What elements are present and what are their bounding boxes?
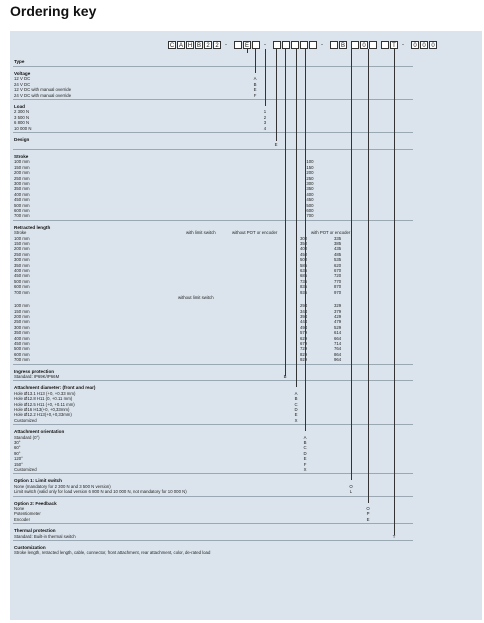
- stroke-row-label: 350 mm: [14, 186, 30, 192]
- divider: [13, 364, 413, 365]
- connector-line: [351, 49, 352, 480]
- retracted-value-with: 764: [334, 346, 342, 352]
- load-row-label: 6 800 N: [14, 120, 30, 126]
- design-code: E: [274, 142, 278, 147]
- stroke-row-code: 700: [306, 213, 314, 219]
- retracted-value-without: 500: [300, 257, 308, 263]
- section-design: Design: [14, 137, 30, 142]
- divider: [13, 424, 413, 425]
- stroke-row-code: 600: [306, 208, 314, 213]
- retracted-stroke: 500 mm: [14, 346, 30, 352]
- retracted-value-with: 435: [334, 246, 342, 252]
- stroke-row-code: 500: [306, 202, 314, 208]
- retracted-stroke: 500 mm: [14, 278, 30, 284]
- connector-line: [247, 49, 248, 53]
- retracted-value-without: 679: [300, 340, 308, 346]
- option2-row-label: Encoder: [14, 516, 31, 522]
- retracted-value-without: 735: [300, 278, 308, 284]
- attach_dia-row-label: Hole Ø12.8 H11 (0, +0.11 mm): [14, 396, 73, 402]
- attach_dia-row-code: D: [294, 406, 298, 412]
- retracted-col-with: with POT or encoder: [311, 230, 351, 236]
- code-box: 2: [204, 41, 212, 49]
- retracted-stroke: 200 mm: [14, 246, 30, 252]
- retracted-value-without: 450: [300, 251, 308, 257]
- load-row-code: 4: [263, 125, 267, 131]
- retracted-stroke: 600 mm: [14, 351, 30, 357]
- code-box: 0: [420, 41, 428, 49]
- attach_dia-row-label: Hole Ø13.1 H13 (+0, +0.33 mm): [14, 390, 76, 396]
- connector-line: [368, 49, 369, 503]
- attach_orient-row-label: 120°: [14, 456, 23, 462]
- code-box: 0: [360, 41, 368, 49]
- attach_dia-row-label: Hole Ø16 H13(+0, +0,33mm): [14, 406, 70, 412]
- stroke-row-code: 400: [306, 191, 314, 197]
- code-box: [234, 41, 242, 49]
- ordering-key-panel: [10, 31, 482, 620]
- thermal-row-code: T: [392, 533, 396, 539]
- retracted-value-with: 529: [334, 324, 342, 330]
- stroke-row-label: 400 mm: [14, 191, 30, 197]
- section-attach_orient: Attachment orientation: [14, 429, 65, 435]
- code-box: A: [178, 43, 183, 49]
- page-title: Ordering key: [10, 3, 97, 19]
- retracted-value-with: 485: [334, 251, 342, 257]
- option1-row-label: None (mandatory for 2 300 N and 3 500 N version): [14, 483, 111, 489]
- section-voltage: Voltage: [14, 71, 31, 76]
- code-box: [369, 41, 377, 49]
- retracted-stroke: 600 mm: [14, 284, 30, 290]
- code-box: [252, 41, 260, 49]
- retracted-value-with: 720: [334, 273, 342, 279]
- divider: [13, 99, 413, 100]
- voltage-row-code: B: [253, 81, 257, 87]
- stroke-row-label: 450 mm: [14, 197, 30, 203]
- retracted-stroke: 300 mm: [14, 257, 30, 263]
- divider: [13, 540, 413, 541]
- retracted-value-with: 429: [334, 313, 342, 319]
- code-box: [351, 41, 359, 49]
- retracted-stroke: 100 mm: [14, 303, 30, 309]
- retracted-value-without: 935: [300, 289, 308, 295]
- divider: [13, 523, 413, 524]
- custom-row-label: Stroke length, retracted length, cable, connector, front attachment, rear attachment, color, de-rated load: [14, 550, 211, 556]
- retracted-stroke: 700 mm: [14, 357, 30, 363]
- code-box: C: [169, 43, 175, 49]
- voltage-row-code: F: [253, 92, 257, 98]
- connector-line: [255, 49, 256, 73]
- code-box: H: [187, 43, 193, 49]
- code-box: [273, 41, 281, 49]
- stroke-row-label: 500 mm: [14, 202, 30, 208]
- connector-line: [265, 49, 266, 106]
- option2-row-label: None: [14, 505, 25, 511]
- thermal-row-label: Standard: Built-in thermal switch: [14, 533, 76, 539]
- connector-line: [285, 49, 286, 376]
- code-box: 2: [213, 41, 221, 49]
- divider: [13, 149, 413, 150]
- retracted-stroke: 200 mm: [14, 313, 30, 319]
- load-row-label: 3 500 N: [14, 114, 30, 120]
- retracted-value-with: 864: [334, 351, 342, 357]
- retracted-value-without: 585: [300, 262, 308, 268]
- code-separator: -: [321, 42, 323, 48]
- retracted-sub-without-ls: without limit switch: [178, 295, 214, 300]
- section-option2: Option 2: Feedback: [14, 500, 57, 506]
- retracted-value-with: 870: [334, 284, 342, 290]
- load-row-code: 1: [263, 109, 267, 115]
- retracted-value-with: 664: [334, 335, 342, 341]
- code-box: [291, 41, 299, 49]
- section-custom: Customization: [14, 544, 46, 550]
- stroke-row-label: 700 mm: [14, 213, 30, 219]
- divider: [13, 496, 413, 497]
- attach_orient-row-code: C: [303, 445, 307, 451]
- divider: [13, 473, 413, 474]
- section-thermal: Thermal protection: [14, 528, 56, 534]
- retracted-value-with: 964: [334, 357, 342, 363]
- retracted-stroke: 700 mm: [14, 289, 30, 295]
- section-load: Load: [14, 104, 25, 109]
- retracted-col-without: without POT or encoder: [232, 230, 278, 236]
- divider: [13, 380, 413, 381]
- option2-row-code: O: [366, 505, 370, 511]
- retracted-value-with: 770: [334, 278, 342, 284]
- voltage-row-code: E: [253, 87, 257, 93]
- section-stroke: Stroke: [14, 154, 29, 159]
- option1-row-code: L: [349, 489, 353, 495]
- attach_orient-row-code: F: [303, 461, 307, 467]
- attach_dia-row-label: Customized: [14, 417, 37, 423]
- stroke-row-code: 100: [306, 159, 314, 165]
- retracted-value-without: 494: [300, 324, 308, 330]
- attach_orient-row-code: E: [303, 456, 307, 462]
- retracted-value-with: 620: [334, 262, 342, 268]
- retracted-col-stroke: Stroke: [14, 230, 27, 236]
- attach_dia-row-code: C: [294, 401, 298, 407]
- code-box: T: [390, 41, 398, 49]
- section-attach_dia: Attachment diameter: (front and rear): [14, 385, 96, 391]
- retracted-value-without: 729: [300, 346, 308, 352]
- retracted-stroke: 100 mm: [14, 235, 30, 241]
- retracted-value-without: 294: [300, 303, 308, 309]
- voltage-row-label: 12 V DC: [14, 76, 31, 82]
- retracted-value-without: 579: [300, 330, 308, 336]
- attach_orient-row-code: B: [303, 439, 307, 445]
- attach_dia-row-code: B: [294, 396, 298, 402]
- code-box: [309, 41, 317, 49]
- section-ingress: Ingress protection: [14, 368, 55, 374]
- attach_dia-row-code: A: [294, 390, 298, 396]
- retracted-stroke: 450 mm: [14, 273, 30, 279]
- load-row-label: 10 000 N: [14, 125, 32, 131]
- code-box: [300, 41, 308, 49]
- retracted-stroke: 150 mm: [14, 241, 30, 246]
- option2-row-code: E: [366, 516, 370, 522]
- option1-row-code: O: [349, 483, 353, 489]
- retracted-value-with: 379: [334, 308, 342, 314]
- attach_dia-row-code: X: [294, 417, 298, 423]
- code-box: E: [244, 43, 249, 49]
- retracted-value-without: 394: [300, 313, 308, 319]
- code-separator: -: [264, 42, 266, 48]
- voltage-row-code: A: [253, 76, 257, 82]
- voltage-row-label: 24 V DC: [14, 81, 31, 87]
- option2-row-label: Potentiometer: [14, 511, 41, 517]
- retracted-value-with: 385: [334, 241, 342, 246]
- retracted-value-with: 479: [334, 319, 342, 325]
- retracted-value-with: 714: [334, 340, 342, 346]
- retracted-value-with: 329: [334, 303, 342, 309]
- retracted-col-limit-switch: with limit switch: [186, 230, 216, 236]
- ingress-row-code: B: [283, 373, 287, 379]
- stroke-row-code: 350: [306, 186, 314, 192]
- code-box: [381, 41, 389, 49]
- stroke-row-code: 450: [306, 197, 314, 203]
- connector-line: [394, 49, 395, 535]
- section-option1: Option 1: Limit switch: [14, 478, 62, 484]
- option2-row-code: P: [366, 511, 370, 517]
- attach_dia-row-label: Hole Ø12.2 H13(+0,+0,33mm): [14, 412, 72, 418]
- retracted-stroke: 350 mm: [14, 330, 30, 336]
- retracted-value-without: 444: [300, 319, 308, 325]
- retracted-value-without: 350: [300, 241, 308, 246]
- retracted-value-with: 614: [334, 330, 342, 336]
- code-box: [330, 41, 338, 49]
- retracted-value-without: 344: [300, 308, 308, 314]
- attach_orient-row-label: Customized: [14, 466, 37, 472]
- attach_orient-row-label: Standard (0°): [14, 434, 40, 440]
- retracted-value-without: 400: [300, 246, 308, 252]
- retracted-stroke: 350 mm: [14, 262, 30, 268]
- attach_orient-row-label: 150°: [14, 461, 23, 467]
- retracted-stroke: 150 mm: [14, 308, 30, 314]
- stroke-row-code: 200: [306, 170, 314, 176]
- voltage-row-label: 24 V DC with manual override: [14, 92, 72, 98]
- divider: [13, 132, 413, 133]
- stroke-row-code: 300: [306, 181, 314, 186]
- retracted-value-without: 635: [300, 268, 308, 273]
- load-row-code: 3: [263, 120, 267, 126]
- retracted-value-with: 670: [334, 268, 342, 273]
- code-separator: -: [225, 42, 227, 48]
- voltage-row-label: 12 V DC with manual override: [14, 87, 72, 93]
- stroke-row-label: 150 mm: [14, 164, 30, 170]
- retracted-value-with: 335: [334, 235, 342, 241]
- ingress-row-label: Standard: IP69K/IP66M: [14, 373, 60, 379]
- code-box: 0: [429, 41, 437, 49]
- retracted-value-with: 535: [334, 257, 342, 263]
- code-box: B: [340, 43, 345, 49]
- stroke-row-code: 150: [306, 164, 314, 170]
- stroke-row-code: 250: [306, 175, 314, 181]
- retracted-value-without: 629: [300, 335, 308, 341]
- code-box: 0: [411, 41, 419, 49]
- section-type: Type: [14, 59, 25, 64]
- attach_dia-row-label: Hole Ø12.5 H11 (+0, +0.11 mm): [14, 401, 75, 407]
- attach_dia-row-code: E: [294, 412, 298, 418]
- retracted-stroke: 300 mm: [14, 324, 30, 330]
- load-row-label: 2 300 N: [14, 109, 30, 115]
- stroke-row-label: 200 mm: [14, 170, 30, 176]
- connector-line: [305, 49, 306, 431]
- attach_orient-row-code: A: [303, 434, 307, 440]
- stroke-row-label: 300 mm: [14, 181, 30, 186]
- retracted-value-without: 829: [300, 351, 308, 357]
- retracted-stroke: 400 mm: [14, 268, 30, 273]
- attach_orient-row-code: D: [303, 450, 307, 456]
- retracted-value-without: 300: [300, 235, 308, 241]
- stroke-row-label: 100 mm: [14, 159, 30, 165]
- retracted-stroke: 400 mm: [14, 335, 30, 341]
- connector-line: [276, 49, 277, 141]
- divider: [13, 66, 413, 67]
- load-row-code: 2: [263, 114, 267, 120]
- attach_orient-row-code: X: [303, 466, 307, 472]
- retracted-value-without: 929: [300, 357, 308, 363]
- attach_orient-row-label: 30°: [14, 439, 21, 445]
- retracted-value-with: 970: [334, 289, 342, 295]
- section-retracted: Retracted length: [14, 224, 51, 230]
- retracted-value-without: 685: [300, 273, 308, 279]
- code-separator: -: [402, 42, 404, 48]
- code-box: [282, 41, 290, 49]
- connector-line: [296, 49, 297, 387]
- retracted-value-without: 835: [300, 284, 308, 290]
- retracted-stroke: 250 mm: [14, 319, 30, 325]
- code-box: B: [196, 43, 201, 49]
- retracted-stroke: 250 mm: [14, 251, 30, 257]
- stroke-row-label: 600 mm: [14, 208, 30, 213]
- stroke-row-label: 250 mm: [14, 175, 30, 181]
- divider: [13, 220, 413, 221]
- option1-row-label: Limit switch (valid only for load version 6 800 N and 10 000 N, not mandatory for 10 000 N): [14, 489, 187, 495]
- retracted-stroke: 450 mm: [14, 340, 30, 346]
- attach_orient-row-label: 90°: [14, 450, 21, 456]
- attach_orient-row-label: 60°: [14, 445, 21, 451]
